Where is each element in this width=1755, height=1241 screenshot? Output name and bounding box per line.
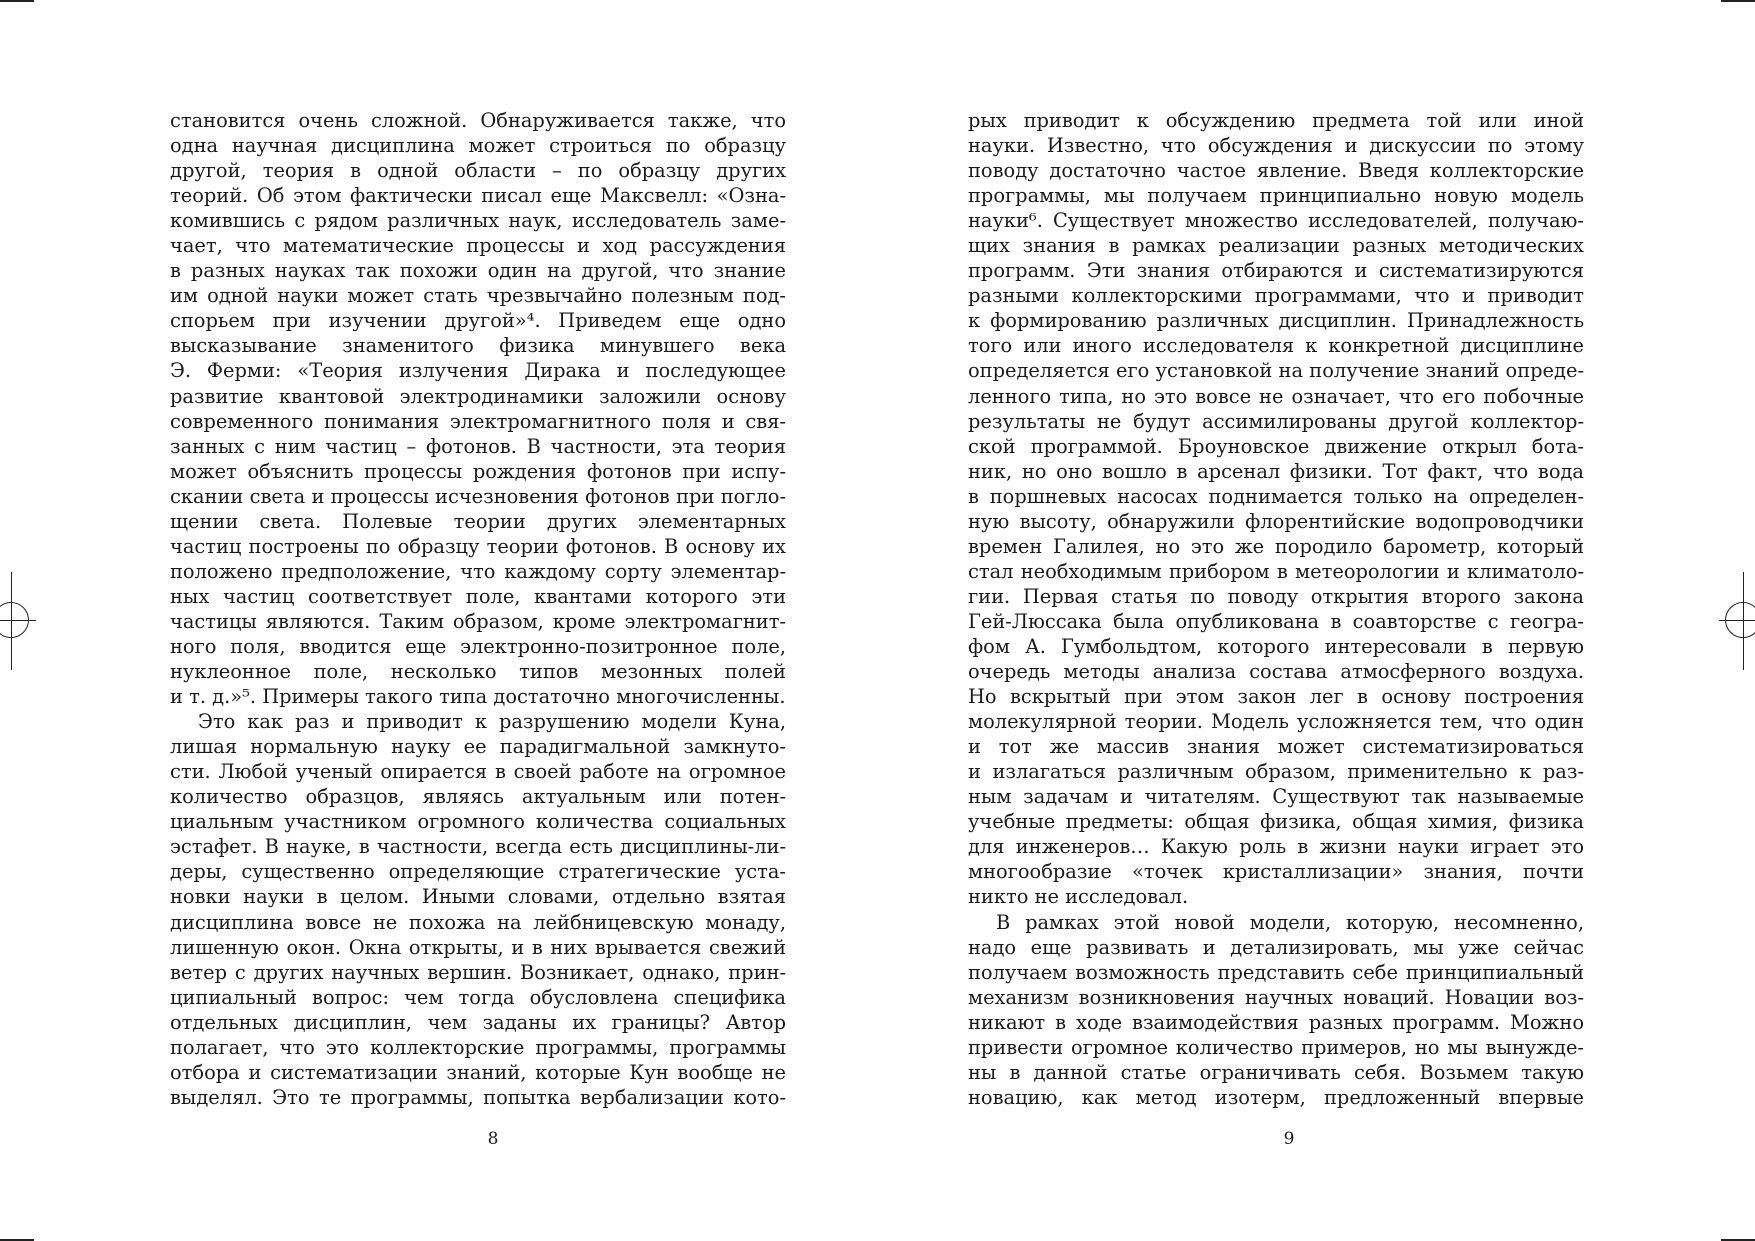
- text-line: программ. Эти знания отбираются и систематизируются: [968, 259, 1584, 283]
- text-line: ную высоту, обнаружили флорентийские водопроводчики: [968, 509, 1584, 533]
- text-line: науки. Известно, что обсуждения и дискуссии по этому: [968, 134, 1584, 158]
- crop-mark: [0, 1239, 34, 1241]
- text-line: никают в ходе взаимодействия разных программ. Можно: [968, 1010, 1584, 1034]
- text-line: Гей-Люссака была опубликована в соавторстве с геогра-: [968, 609, 1584, 633]
- text-line: ных частиц соответствует поле, квантами которого эти: [170, 584, 786, 608]
- text-line: разными коллекторскими программами, что и приводит: [968, 284, 1584, 308]
- text-line: новки науки в целом. Иными словами, отдельно взятая: [170, 885, 786, 909]
- text-line: рых приводит к обсуждению предмета той или иной: [968, 109, 1584, 132]
- text-line: выделял. Это те программы, попытка вербализации кото-: [170, 1085, 786, 1109]
- text-line: деры, существенно определяющие стратегические уста-: [170, 860, 786, 884]
- text-line: ленного типа, но это вовсе не означает, что его побочные: [968, 384, 1584, 408]
- text-line: высказывание знаменитого физика минувшего века: [170, 334, 786, 358]
- text-line: спорьем при изучении другой»⁴. Приведем еще одно: [170, 309, 786, 333]
- text-line: нуклеонное поле, несколько типов мезонных полей: [170, 660, 786, 684]
- text-line: учебные предметы: общая физика, общая химия, физика: [968, 810, 1584, 834]
- right-page-text: [968, 108, 1584, 1110]
- text-line: становится очень сложной. Обнаруживается также, что: [170, 109, 786, 132]
- text-line: механизм возникновения научных новаций. Новации воз-: [968, 985, 1584, 1009]
- text-line: ник, но оно вошло в арсенал физики. Тот факт, что вода: [968, 459, 1584, 483]
- text-line: современного понимания электромагнитного поля и свя-: [170, 409, 786, 433]
- text-line: Э. Ферми: «Теория излучения Дирака и последующее: [170, 359, 786, 383]
- text-line: надо еще развивать и детализировать, мы уже сейчас: [968, 935, 1584, 959]
- registration-mark-circle: [0, 602, 29, 638]
- text-line: одна научная дисциплина может строиться по образцу: [170, 134, 786, 158]
- text-line: ны в данной статье ограничивать себя. Возьмем такую: [968, 1060, 1584, 1084]
- crop-mark: [1721, 1239, 1755, 1241]
- text-line: количество образцов, являясь актуальным или потен-: [170, 785, 786, 809]
- text-line: Это как раз и приводит к разрушению модели Куна,: [198, 710, 786, 734]
- text-line: чает, что математические процессы и ход рассуждения: [170, 234, 786, 258]
- text-line: ного поля, вводится еще электронно-позитронное поле,: [170, 634, 786, 658]
- text-line: поводу достаточно частое явление. Введя коллекторские: [968, 159, 1584, 183]
- text-line: в разных науках так похожи один на другой, что знание: [170, 259, 786, 283]
- text-line: скании света и процессы исчезновения фотонов при погло-: [170, 484, 786, 508]
- text-line: щении света. Полевые теории других элементарных: [170, 509, 786, 533]
- text-line: новацию, как метод изотерм, предложенный впервые: [968, 1085, 1584, 1109]
- text-line: ветер с других научных вершин. Возникает, однако, прин-: [170, 960, 786, 984]
- text-line: эстафет. В науке, в частности, всегда есть дисциплины-ли-: [170, 835, 786, 859]
- text-line: лишенную окон. Окна открыты, и в них врывается свежий: [170, 935, 786, 959]
- text-line: другой, теория в одной области – по образцу других: [170, 159, 786, 183]
- text-line: циальным участником огромного количества социальных: [170, 810, 786, 834]
- text-line: стал необходимым прибором в метеорологии и климатоло-: [968, 559, 1584, 583]
- text-line: никто не исследовал.: [968, 885, 1189, 909]
- text-line: программы, мы получаем принципиально новую модель: [968, 184, 1584, 208]
- text-line: отбора и систематизации знаний, которые Кун вообще не: [170, 1060, 786, 1084]
- text-line: молекулярной теории. Модель усложняется тем, что один: [968, 710, 1584, 734]
- text-line: времен Галилея, но это же породило барометр, который: [968, 534, 1584, 558]
- text-line: занных с ним частиц – фотонов. В частности, эта теория: [170, 434, 786, 458]
- text-line: теорий. Об этом фактически писал еще Максвелл: «Озна-: [170, 184, 786, 208]
- text-line: может объяснить процессы рождения фотонов при испу-: [170, 459, 786, 483]
- text-line: того или иного исследователя к конкретной дисциплине: [968, 334, 1584, 358]
- text-line: ской программой. Броуновское движение открыл бота-: [968, 434, 1584, 458]
- text-line: определяется его установкой на получение знаний опреде-: [968, 359, 1584, 383]
- text-line: в поршневых насосах поднимается только на определен-: [968, 484, 1584, 508]
- text-line: частицы являются. Таким образом, кроме электромагнит-: [170, 609, 786, 633]
- text-line: им одной науки может стать чрезвычайно полезным под-: [170, 284, 786, 308]
- text-line: ципиальный вопрос: чем тогда обусловлена специфика: [170, 985, 786, 1009]
- text-line: ным задачам и читателям. Существуют так называемые: [968, 785, 1584, 809]
- text-line: гии. Первая статья по поводу открытия второго закона: [968, 584, 1584, 608]
- crop-mark: [1721, 0, 1755, 2]
- text-line: отдельных дисциплин, чем заданы их границы? Автор: [170, 1010, 786, 1034]
- text-line: привести огромное количество примеров, но мы вынужде-: [968, 1035, 1584, 1059]
- text-line: результаты не будут ассимилированы другой коллектор-: [968, 409, 1584, 433]
- text-line: науки⁶. Существует множество исследователей, получаю-: [968, 209, 1584, 233]
- page-number-right: 9: [1283, 1129, 1295, 1149]
- text-line: частиц построены по образцу теории фотонов. В основу их: [170, 534, 786, 558]
- text-line: и тот же массив знания может систематизироваться: [968, 735, 1584, 759]
- text-line: дисциплина вовсе не похожа на лейбницевскую монаду,: [170, 910, 786, 934]
- registration-mark-circle: [1725, 602, 1755, 638]
- text-line: положено предположение, что каждому сорту элементар-: [170, 559, 786, 583]
- text-line: щих знания в рамках реализации разных методических: [968, 234, 1584, 258]
- text-line: многообразие «точек кристаллизации» знания, почти: [968, 860, 1584, 884]
- text-line: комившись с рядом различных наук, исследователь заме-: [170, 209, 786, 233]
- text-line: очередь методы анализа состава атмосферного воздуха.: [968, 660, 1584, 684]
- text-line: полагает, что это коллекторские программы, программы: [170, 1035, 786, 1059]
- text-line: лишая нормальную науку ее парадигмальной замкнуто-: [170, 735, 786, 759]
- text-line: фом А. Гумбольдтом, которого интересовали в первую: [968, 634, 1584, 658]
- text-line: развитие квантовой электродинамики заложили основу: [170, 384, 786, 408]
- crop-mark: [0, 0, 34, 2]
- text-line: В рамках этой новой модели, которую, несомненно,: [996, 910, 1584, 934]
- text-line: к формированию различных дисциплин. Принадлежность: [968, 309, 1584, 333]
- text-line: Но вскрытый при этом закон лег в основу построения: [968, 685, 1584, 709]
- left-page-text: [170, 108, 786, 1110]
- text-line: сти. Любой ученый опирается в своей работе на огромное: [170, 760, 786, 784]
- text-line: и т. д.»⁵. Примеры такого типа достаточно многочисленны.: [170, 685, 786, 709]
- text-line: получаем возможность представить себе принципиальный: [968, 960, 1584, 984]
- page-number-left: 8: [487, 1129, 499, 1149]
- text-line: и излагаться различным образом, применительно к раз-: [968, 760, 1584, 784]
- text-line: для инженеров… Какую роль в жизни науки играет это: [968, 835, 1584, 859]
